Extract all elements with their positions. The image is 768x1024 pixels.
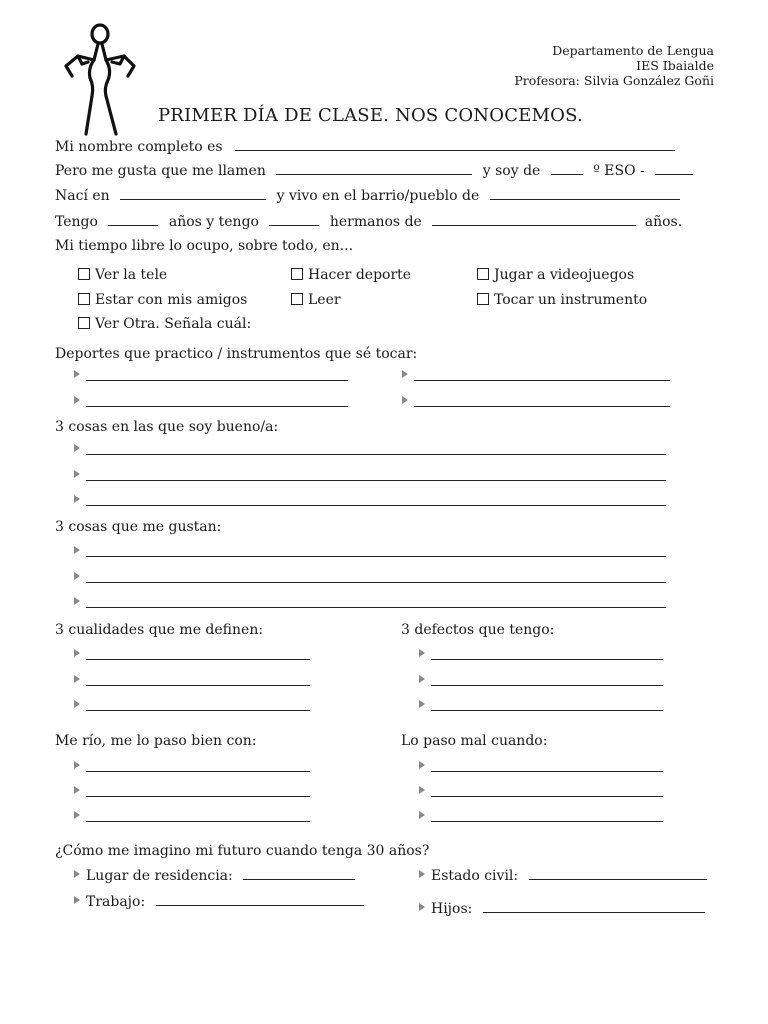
bullet-icon: [419, 786, 425, 794]
fun-with-blank-3[interactable]: [86, 821, 310, 822]
bullet-icon: [74, 546, 80, 554]
bullet-icon: [419, 761, 425, 769]
bullet-icon: [419, 675, 425, 683]
residence-blank[interactable]: [243, 866, 355, 880]
option-label: Tocar un instrumento: [494, 292, 648, 308]
likes-blank-3[interactable]: [86, 607, 666, 608]
children-label: Hijos:: [431, 901, 473, 917]
age-label: Tengo: [55, 214, 98, 230]
civil-status-label: Estado civil:: [431, 868, 519, 884]
job-blank[interactable]: [156, 892, 364, 906]
civil-status-blank[interactable]: [529, 866, 707, 880]
defects-blank-3[interactable]: [431, 710, 663, 711]
full-name-row: [55, 137, 675, 156]
siblings-blank[interactable]: [269, 212, 319, 226]
qualities-heading: 3 cualidades que me definen:: [55, 622, 264, 638]
job-label: Trabajo:: [86, 894, 146, 910]
checkbox[interactable]: [78, 268, 90, 280]
good-at-blank-2[interactable]: [86, 480, 666, 481]
bad-when-heading: Lo paso mal cuando:: [401, 733, 548, 749]
bullet-icon: [74, 444, 80, 452]
age-blank[interactable]: [108, 212, 158, 226]
bullet-icon: [74, 700, 80, 708]
grade-group-blank[interactable]: [655, 161, 693, 175]
grade-number-blank[interactable]: [551, 161, 583, 175]
qualities-blank-1[interactable]: [86, 659, 310, 660]
option-tv[interactable]: [78, 266, 167, 284]
fun-with-blank-2[interactable]: [86, 796, 310, 797]
good-at-blank-1[interactable]: [86, 454, 666, 455]
full-name-blank[interactable]: [235, 137, 675, 151]
bullet-icon: [74, 786, 80, 794]
bullet-icon: [74, 649, 80, 657]
option-other[interactable]: [78, 315, 251, 333]
years-label: años.: [644, 214, 683, 230]
option-friends[interactable]: [78, 291, 247, 309]
born-blank[interactable]: [120, 186, 266, 200]
bullet-icon: [74, 495, 80, 503]
siblings-age-label: hermanos de: [329, 214, 422, 230]
sports-blank-4[interactable]: [414, 406, 670, 407]
defects-blank-1[interactable]: [431, 659, 663, 660]
fun-with-heading: Me río, me lo paso bien con:: [55, 733, 257, 749]
school-text: IES Ibaialde: [636, 58, 714, 73]
bullet-icon: [419, 811, 425, 819]
bullet-icon: [419, 649, 425, 657]
nickname-blank[interactable]: [276, 161, 472, 175]
likes-blank-1[interactable]: [86, 556, 666, 557]
option-label: Hacer deporte: [308, 267, 412, 283]
page-title: PRIMER DÍA DE CLASE. NOS CONOCEMOS.: [158, 105, 583, 126]
good-at-blank-3[interactable]: [86, 505, 666, 506]
born-label: Nací en: [55, 188, 110, 204]
checkbox[interactable]: [477, 293, 489, 305]
option-label: Ver la tele: [95, 267, 168, 283]
qualities-blank-3[interactable]: [86, 710, 310, 711]
option-label: Estar con mis amigos: [95, 292, 248, 308]
department-text: Departamento de Lengua: [552, 43, 714, 58]
bad-when-blank-2[interactable]: [431, 796, 663, 797]
option-label: Leer: [308, 292, 341, 308]
stick-figure-logo: [58, 22, 142, 138]
bullet-icon: [402, 396, 408, 404]
children-row: [431, 899, 705, 918]
option-sport[interactable]: [291, 266, 411, 284]
grade-eso-label: º ESO -: [593, 163, 645, 179]
bullet-icon: [402, 370, 408, 378]
bullet-icon: [419, 700, 425, 708]
sports-heading: Deportes que practico / instrumentos que sé tocar:: [55, 346, 418, 362]
bad-when-blank-3[interactable]: [431, 821, 663, 822]
sports-blank-1[interactable]: [86, 380, 348, 381]
born-row: [55, 186, 680, 205]
likes-blank-2[interactable]: [86, 582, 666, 583]
checkbox[interactable]: [291, 268, 303, 280]
bullet-icon: [419, 903, 425, 911]
job-row: [86, 892, 364, 911]
bullet-icon: [74, 470, 80, 478]
full-name-label: Mi nombre completo es: [55, 139, 223, 155]
qualities-blank-2[interactable]: [86, 685, 310, 686]
future-question: ¿Cómo me imagino mi futuro cuando tenga 30 años?: [55, 843, 430, 859]
bullet-icon: [74, 370, 80, 378]
bullet-icon: [74, 572, 80, 580]
checkbox[interactable]: [477, 268, 489, 280]
siblings-label: años y tengo: [168, 214, 259, 230]
defects-heading: 3 defectos que tengo:: [401, 622, 555, 638]
residence-label: Lugar de residencia:: [86, 868, 233, 884]
nickname-label: Pero me gusta que me llamen: [55, 163, 266, 179]
residence-row: [86, 866, 355, 885]
nickname-row: [55, 161, 693, 180]
children-blank[interactable]: [483, 899, 705, 913]
likes-heading: 3 cosas que me gustan:: [55, 519, 222, 535]
fun-with-blank-1[interactable]: [86, 771, 310, 772]
option-read[interactable]: [291, 291, 341, 309]
bad-when-blank-1[interactable]: [431, 771, 663, 772]
free-time-question: Mi tiempo libre lo ocupo, sobre todo, en...: [55, 238, 354, 254]
teacher-text: Profesora: Silvia González Goñi: [514, 73, 714, 88]
checkbox[interactable]: [291, 293, 303, 305]
bullet-icon: [74, 396, 80, 404]
bullet-icon: [74, 870, 80, 878]
sports-blank-3[interactable]: [86, 406, 348, 407]
civil-status-row: [431, 866, 707, 885]
defects-blank-2[interactable]: [431, 685, 663, 686]
sports-blank-2[interactable]: [414, 380, 670, 381]
siblings-age-blank[interactable]: [432, 212, 636, 226]
grade-label: y soy de: [482, 163, 541, 179]
live-label: y vivo en el barrio/pueblo de: [276, 188, 480, 204]
bullet-icon: [419, 870, 425, 878]
live-blank[interactable]: [490, 186, 680, 200]
checkbox[interactable]: [78, 293, 90, 305]
age-row: [55, 212, 682, 231]
option-label: Ver Otra. Señala cuál:: [95, 316, 252, 332]
bullet-icon: [74, 675, 80, 683]
option-videogames[interactable]: [477, 266, 634, 284]
checkbox[interactable]: [78, 317, 90, 329]
option-label: Jugar a videojuegos: [494, 267, 635, 283]
bullet-icon: [74, 597, 80, 605]
good-at-heading: 3 cosas en las que soy bueno/a:: [55, 419, 279, 435]
bullet-icon: [74, 761, 80, 769]
bullet-icon: [74, 896, 80, 904]
option-instrument[interactable]: [477, 291, 647, 309]
bullet-icon: [74, 811, 80, 819]
